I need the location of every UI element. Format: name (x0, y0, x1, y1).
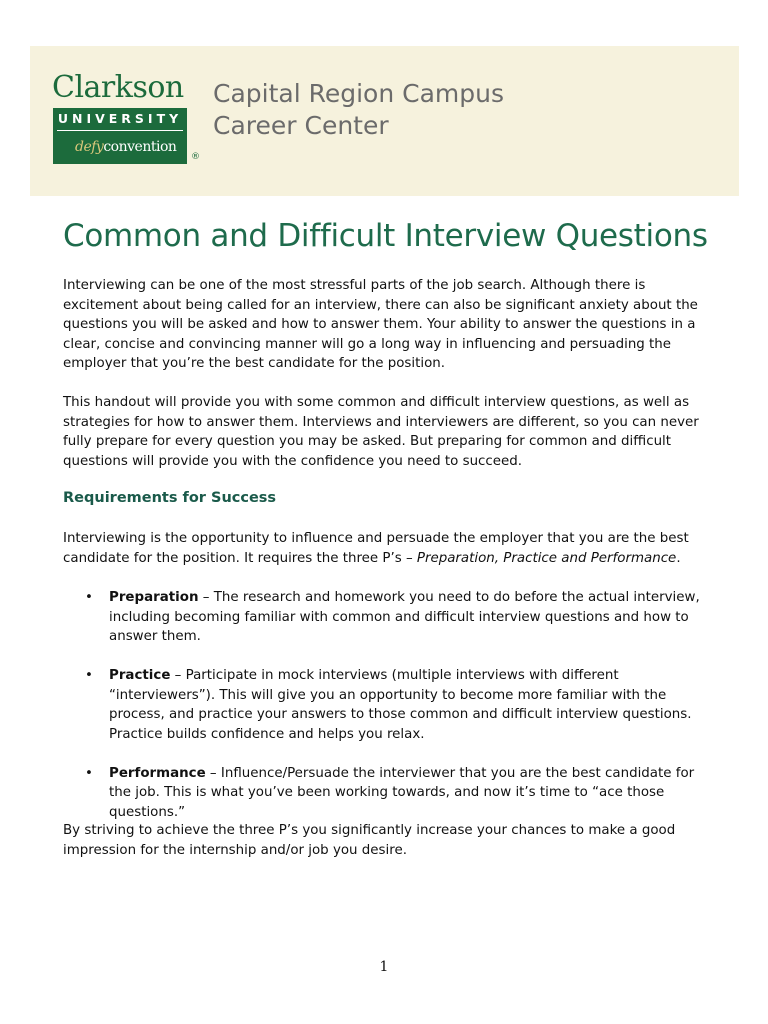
page-number: 1 (379, 959, 389, 975)
bullet-term: Practice (109, 668, 171, 683)
bullet-icon: • (85, 765, 93, 781)
logo-tagline (75, 139, 176, 155)
logo-green-box (53, 108, 187, 164)
closing-paragraph: By striving to achieve the three P’s you significantly increase your chances to make a good impression for the internship and/or job you desire. (63, 823, 676, 858)
logo-divider (57, 130, 183, 131)
requirements-intro-text: Interviewing is the opportunity to influence and persuade the employer that you are the best candidate for the position. It requires the three P’s – (63, 531, 689, 566)
bullet-term: Performance (109, 765, 206, 781)
list-item-performance (85, 764, 715, 823)
campus-title (213, 78, 504, 142)
registered-mark: ® (191, 152, 200, 162)
logo-wordmark: Clarkson (52, 70, 184, 105)
requirements-end: . (676, 550, 681, 566)
bullet-text: – Participate in mock interviews (multiple interviews with different “interviewers”). This will give you an opportunity to become more familiar with the process, and practice your answers to those common and difficult interview questions. Practice builds confidence and helps you relax. (109, 668, 692, 742)
intro-paragraph: Interviewing can be one of the most stressful parts of the job search. Although there is excitement about being called for an interview, there can also be significant anxiety about the questions you will be asked and how to answer them. Your ability to answer the questions in a clear, concise and convincing manner will go a long way in influencing and persuading the employer that you’re the best candidate for the position. (63, 278, 698, 371)
page-title: Common and Difficult Interview Questions (63, 218, 708, 254)
requirements-emphasis: Preparation, Practice and Performance (416, 550, 677, 566)
bullet-icon: • (85, 590, 93, 605)
campus-line-2: Career Center (213, 111, 389, 140)
list-item-preparation (85, 588, 715, 647)
bullet-term: Preparation (109, 590, 199, 605)
section-heading-requirements: Requirements for Success (63, 490, 277, 506)
logo-university-text: UNIVERSITY (57, 111, 183, 126)
requirements-paragraph (63, 529, 713, 568)
campus-line-1: Capital Region Campus (213, 79, 505, 108)
bullet-icon: • (85, 668, 93, 683)
bullet-text: – Influence/Persuade the interviewer that you are the best candidate for the job. This is what you’ve been working towards, and now it’s time to “ace those questions.” (109, 765, 695, 820)
logo-tagline-convention: convention (103, 139, 177, 155)
clarkson-university-logo (52, 70, 212, 162)
three-ps-list (85, 588, 715, 822)
handout-paragraph: This handout will provide you with some common and difficult interview questions, as well as strategies for how to answer them. Interviews and interviewers are different, so you can never fully prepare for every question you may be asked. But preparing for common and difficult questions will provide you with the confidence you need to succeed. (63, 395, 699, 469)
bullet-text: – The research and homework you need to do before the actual interview, including becoming familiar with common and difficult interview questions and how to answer them. (109, 590, 700, 644)
list-item-practice (85, 666, 715, 744)
logo-tagline-defy: defy (75, 139, 104, 155)
